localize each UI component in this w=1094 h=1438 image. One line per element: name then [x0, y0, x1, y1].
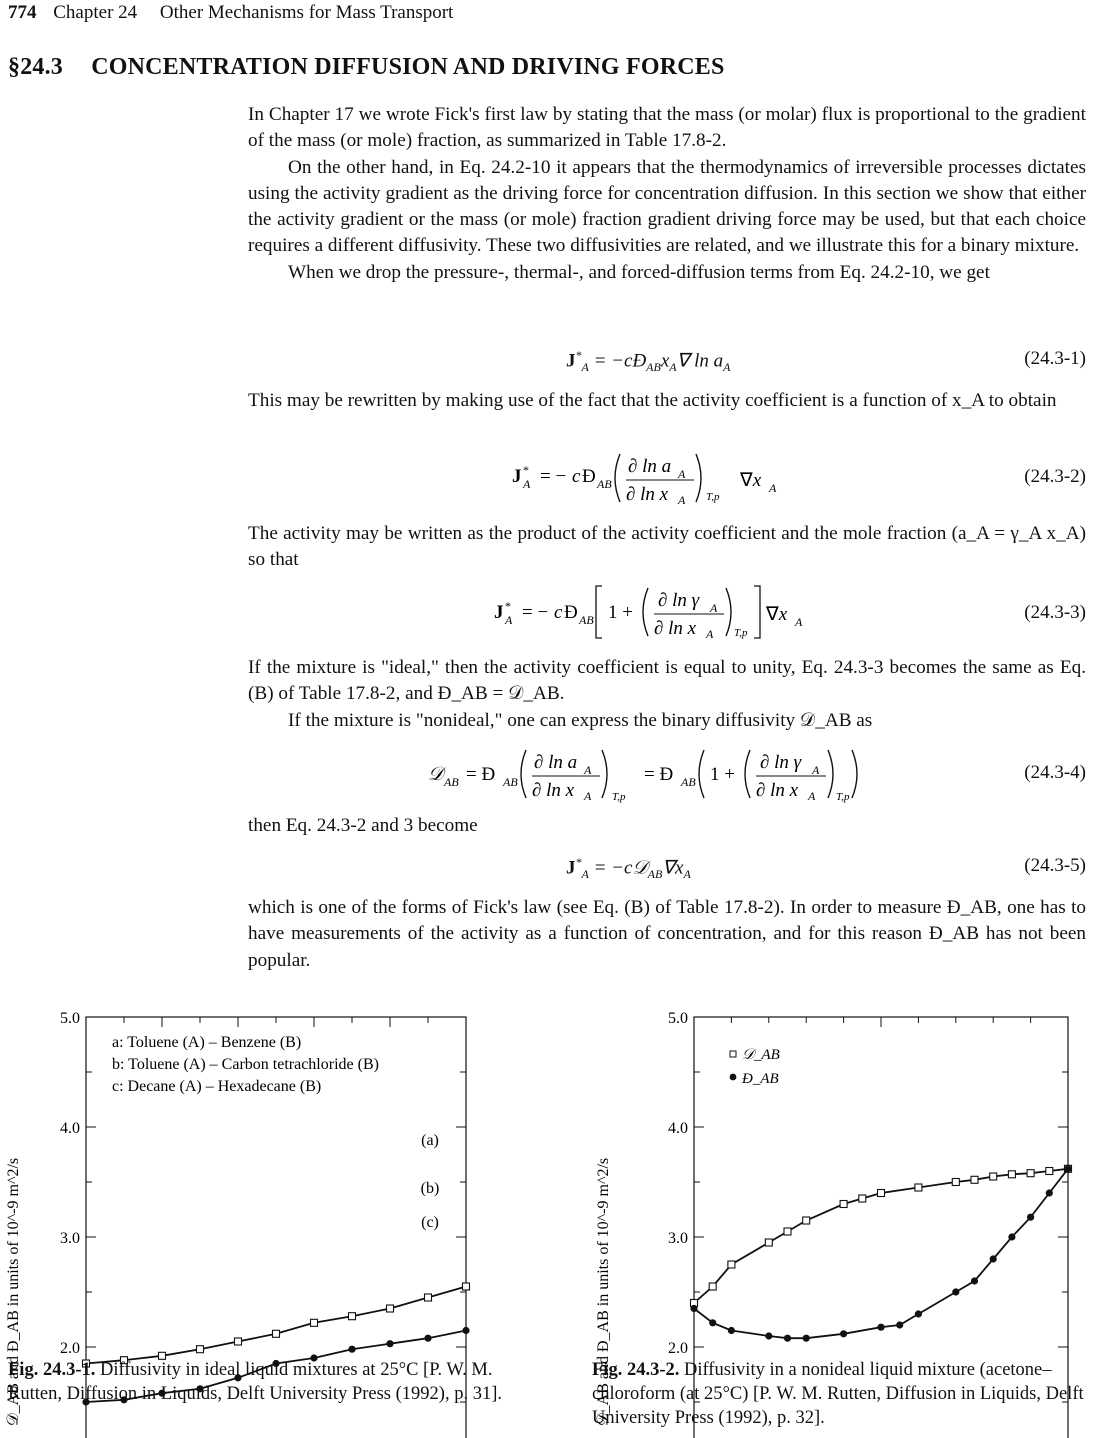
- svg-text:∂ ln γ: ∂ ln γ: [658, 590, 700, 611]
- y-tick-label: 2.0: [668, 1340, 688, 1357]
- equation-24-3-1: $J^*_A$ = $-cĐ_{AB}x_A\nabla$ $\ln a_A$ (24.3-1): [566, 348, 1086, 375]
- figure-label: Fig. 24.3-1.: [8, 1360, 96, 1380]
- svg-text:∂ ln x: ∂ ln x: [654, 618, 697, 639]
- svg-text:∂ ln x: ∂ ln x: [756, 780, 799, 801]
- equation-number: (24.3-1): [1024, 348, 1086, 369]
- y-tick-label: 3.0: [668, 1230, 688, 1247]
- svg-text:A: A: [678, 493, 686, 507]
- equation-24-3-4: [248, 744, 1086, 804]
- body-block-1: [248, 102, 1086, 286]
- paragraph: This may be rewritten by making use of the fact that the activity coefficient is a function of x_A to obtain: [248, 390, 1057, 411]
- body-block-3: [248, 521, 1086, 574]
- svg-text:A: A: [710, 601, 718, 615]
- equation-number: (24.3-5): [1024, 855, 1086, 876]
- data-point: [349, 1313, 356, 1320]
- svg-text:*: *: [505, 599, 511, 613]
- data-point: [348, 1346, 355, 1353]
- equation-24-3-5: $J^*_A$ = $-c𝒟_{AB}\nabla x_A$ (24.3-5): [566, 855, 1086, 882]
- paragraph: If the mixture is "ideal," then the activity coefficient is equal to unity, Eq. 24.3-3 becomes the same as Eq. (B) of Table 17.8-2, and Đ_AB = 𝒟_AB.: [248, 657, 1086, 705]
- series-line: [86, 1287, 466, 1364]
- data-point: [463, 1283, 470, 1290]
- svg-text:c: c: [572, 466, 581, 487]
- svg-text:A: A: [505, 613, 513, 627]
- equation-number: (24.3-4): [1024, 762, 1086, 783]
- legend-marker: [730, 1051, 736, 1057]
- section-number: §24.3: [8, 54, 63, 80]
- data-point: [728, 1327, 735, 1334]
- paragraph: When we drop the pressure-, thermal-, and forced-diffusion terms from Eq. 24.2-10, we get: [288, 261, 990, 283]
- svg-text:Đ: Đ: [564, 602, 578, 623]
- paragraph: On the other hand, in Eq. 24.2-10 it appears that the thermodynamics of irreversible processes dictates using the activity gradient as the driving force for concentration diffusion. In this section we show that either the activity gradient or the mass (or mole) fraction gradient driving force may be used, but that each choice requires a different diffusivity. These two diffusivities are related, and we illustrate this for a binary mixture.: [248, 156, 1086, 257]
- paragraph: then Eq. 24.3-2 and 3 become: [248, 815, 478, 836]
- paragraph: which is one of the forms of Fick's law (see Eq. (B) of Table 17.8-2). In order to measure Đ_AB, one has to have measurements of the activity as a function of concentration, and for this reason Đ_AB has not been popular.: [248, 897, 1086, 971]
- legend-entry: 𝒟_AB: [742, 1047, 780, 1063]
- figure-caption-2: [592, 1358, 1092, 1430]
- y-tick-label: 4.0: [60, 1120, 80, 1137]
- svg-text:Đ: Đ: [582, 466, 596, 487]
- data-point: [197, 1346, 204, 1353]
- svg-text:∂ ln a: ∂ ln a: [628, 456, 672, 477]
- svg-text:∂ ln x: ∂ ln x: [626, 484, 669, 505]
- y-axis-label: 𝒟_AB and Đ_AB in units of 10^-9 m^2/s: [5, 1157, 22, 1427]
- data-point: [896, 1321, 903, 1328]
- data-point: [1046, 1168, 1053, 1175]
- data-point: [915, 1310, 922, 1317]
- svg-text:A: A: [812, 763, 820, 777]
- data-point: [952, 1288, 959, 1295]
- svg-text:A: A: [678, 467, 686, 481]
- svg-text:∇x: ∇x: [740, 470, 762, 491]
- figure-caption-1: [8, 1358, 508, 1406]
- svg-text:T,p: T,p: [836, 791, 850, 803]
- data-point: [235, 1338, 242, 1345]
- data-point: [990, 1173, 997, 1180]
- svg-text:∂ ln a: ∂ ln a: [534, 752, 578, 773]
- body-block-4: [248, 655, 1086, 734]
- data-point: [690, 1305, 697, 1312]
- svg-text:1 +: 1 +: [608, 602, 633, 623]
- svg-text:A: A: [795, 615, 803, 629]
- section-title: CONCENTRATION DIFFUSION AND DRIVING FORCES: [91, 54, 725, 80]
- data-point: [765, 1332, 772, 1339]
- equation-number: (24.3-2): [1024, 466, 1086, 487]
- curve-label: (c): [421, 1214, 439, 1231]
- data-point: [803, 1217, 810, 1224]
- data-point: [425, 1294, 432, 1301]
- data-point: [784, 1335, 791, 1342]
- chapter-label: Chapter 24: [53, 2, 138, 23]
- page-number: 774: [8, 2, 37, 23]
- running-header: [8, 2, 453, 24]
- data-point: [1027, 1170, 1034, 1177]
- svg-text:A: A: [523, 477, 531, 491]
- data-point: [878, 1190, 885, 1197]
- body-block-5: [248, 813, 1086, 839]
- data-point: [273, 1330, 280, 1337]
- svg-text:A: A: [584, 789, 592, 803]
- data-point: [765, 1239, 772, 1246]
- svg-text:AB: AB: [681, 775, 696, 789]
- equation-24-3-2: [248, 448, 1086, 507]
- data-point: [1008, 1171, 1015, 1178]
- svg-text:= Đ: = Đ: [644, 764, 674, 785]
- y-tick-label: 3.0: [60, 1230, 80, 1247]
- data-point: [728, 1261, 735, 1268]
- data-point: [1008, 1233, 1015, 1240]
- svg-text:T,p: T,p: [612, 791, 626, 803]
- data-point: [709, 1319, 716, 1326]
- svg-text:AB: AB: [503, 775, 518, 789]
- paragraph: If the mixture is "nonideal," one can express the binary diffusivity 𝒟_AB as: [288, 709, 873, 731]
- section-heading: [8, 54, 725, 81]
- equation-number: (24.3-3): [1024, 602, 1086, 623]
- legend-entry: a: Toluene (A) – Benzene (B): [112, 1034, 302, 1051]
- figure-label: Fig. 24.3-2.: [592, 1360, 680, 1380]
- paragraph: In Chapter 17 we wrote Fick's first law by stating that the mass (or molar) flux is proportional to the gradient of the mass (or mole) fraction, as summarized in Table 17.8-2.: [248, 104, 1086, 152]
- y-tick-label: 2.0: [60, 1340, 80, 1357]
- data-point: [311, 1319, 318, 1326]
- svg-text:T,p: T,p: [734, 627, 748, 639]
- paragraph: The activity may be written as the product of the activity coefficient and the mole fraction (a_A = γ_A x_A) so that: [248, 523, 1086, 571]
- body-block-6: [248, 895, 1086, 974]
- svg-text:∂ ln γ: ∂ ln γ: [760, 752, 802, 773]
- svg-text:∂ ln x: ∂ ln x: [532, 780, 575, 801]
- svg-text:∇x: ∇x: [766, 604, 788, 625]
- svg-text:*: *: [523, 463, 529, 477]
- svg-text:J: J: [512, 466, 522, 487]
- y-tick-label: 5.0: [60, 1010, 80, 1027]
- caption-text: Diffusivity in ideal liquid mixtures at 25°C [P. W. M. Rutten, Diffusion in Liquids, Delft University Press (1992), p. 31].: [8, 1360, 502, 1404]
- legend-marker: [730, 1074, 737, 1081]
- data-point: [1027, 1214, 1034, 1221]
- equation-24-3-3: [248, 582, 1086, 642]
- caption-text: Diffusivity in a nonideal liquid mixture (acetone–chloroform (at 25°C) [P. W. M. Rutten, Diffusion in Liquids, Delft University Press (1992), p. 32].: [592, 1360, 1084, 1428]
- body-block-2: [248, 388, 1086, 414]
- data-point: [462, 1327, 469, 1334]
- svg-text:AB: AB: [579, 613, 594, 627]
- svg-text:A: A: [584, 763, 592, 777]
- legend-entry: Đ_AB: [742, 1071, 779, 1087]
- curve-label: (a): [421, 1132, 439, 1149]
- data-point: [387, 1305, 394, 1312]
- legend-entry: b: Toluene (A) – Carbon tetrachloride (B): [112, 1056, 379, 1073]
- svg-text:= −: = −: [540, 466, 567, 487]
- data-point: [877, 1324, 884, 1331]
- svg-text:A: A: [706, 627, 714, 641]
- svg-text:AB: AB: [444, 775, 459, 789]
- svg-text:1 +: 1 +: [710, 764, 735, 785]
- svg-text:T,p: T,p: [706, 491, 720, 503]
- chapter-title: Other Mechanisms for Mass Transport: [159, 2, 454, 23]
- data-point: [784, 1228, 791, 1235]
- data-point: [952, 1179, 959, 1186]
- data-point: [1046, 1189, 1053, 1196]
- svg-text:A: A: [808, 789, 816, 803]
- data-point: [971, 1176, 978, 1183]
- y-axis-label: 𝒟_AB and Đ_AB in units of 10^-9 m^2/s: [595, 1157, 612, 1427]
- data-point: [915, 1184, 922, 1191]
- data-point: [990, 1255, 997, 1262]
- data-point: [386, 1340, 393, 1347]
- y-tick-label: 5.0: [668, 1010, 688, 1027]
- data-point: [1064, 1165, 1071, 1172]
- svg-text:= −: = −: [522, 602, 549, 623]
- data-point: [971, 1277, 978, 1284]
- data-point: [840, 1201, 847, 1208]
- svg-text:c: c: [554, 602, 563, 623]
- data-point: [709, 1283, 716, 1290]
- svg-text:𝒟: 𝒟: [428, 764, 444, 785]
- data-point: [859, 1195, 866, 1202]
- svg-text:A: A: [769, 481, 777, 495]
- data-point: [803, 1335, 810, 1342]
- svg-text:= Đ: = Đ: [466, 764, 496, 785]
- y-tick-label: 4.0: [668, 1120, 688, 1137]
- data-point: [424, 1335, 431, 1342]
- curve-label: (b): [420, 1180, 440, 1197]
- svg-text:AB: AB: [597, 477, 612, 491]
- legend-entry: c: Decane (A) – Hexadecane (B): [112, 1078, 322, 1095]
- data-point: [840, 1330, 847, 1337]
- svg-text:J: J: [494, 602, 504, 623]
